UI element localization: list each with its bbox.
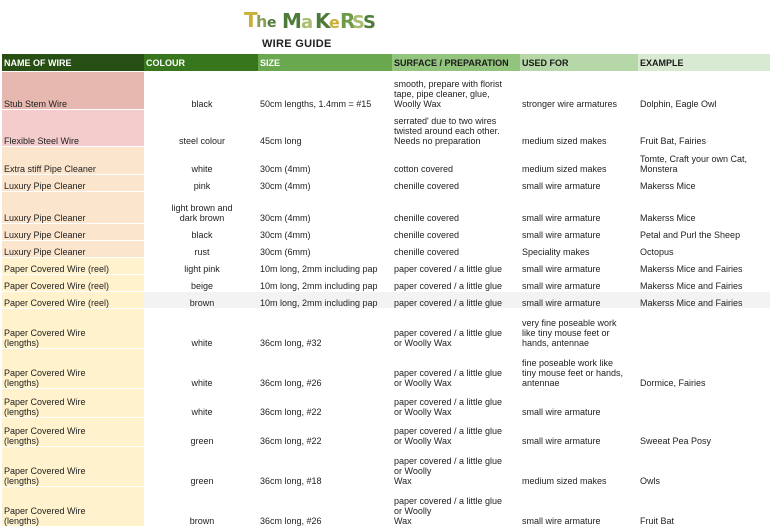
cell-colour[interactable]: black: [144, 72, 258, 110]
svg-text:S: S: [352, 12, 365, 33]
cell-used-for[interactable]: small wire armature: [520, 487, 638, 527]
cell-surface-preparation[interactable]: paper covered / a little glue: [392, 292, 520, 309]
cell-used-for[interactable]: very fine poseable work like tiny mouse feet or hands, antennae: [520, 309, 638, 349]
cell-name-of-wire[interactable]: Paper Covered Wire (reel): [2, 292, 144, 309]
cell-colour[interactable]: pink: [144, 175, 258, 192]
cell-used-for[interactable]: medium sized makes: [520, 147, 638, 175]
cell-colour[interactable]: rust: [144, 241, 258, 258]
table-row: [2, 224, 770, 241]
cell-size[interactable]: 30cm (6mm): [258, 241, 392, 258]
cell-name-of-wire[interactable]: Paper Covered Wire (lengths): [2, 389, 144, 418]
svg-text:a: a: [301, 12, 314, 33]
cell-example[interactable]: [638, 309, 770, 349]
cell-name-of-wire[interactable]: Luxury Pipe Cleaner: [2, 241, 144, 258]
cell-surface-preparation[interactable]: paper covered / a little glue: [392, 258, 520, 275]
cell-colour[interactable]: light pink: [144, 258, 258, 275]
cell-colour[interactable]: green: [144, 418, 258, 447]
cell-size[interactable]: 36cm long, #26: [258, 349, 392, 389]
cell-used-for[interactable]: small wire armature: [520, 418, 638, 447]
cell-surface-preparation[interactable]: chenille covered: [392, 224, 520, 241]
cell-size[interactable]: 50cm lengths, 1.4mm = #15: [258, 72, 392, 110]
cell-size[interactable]: 36cm long, #32: [258, 309, 392, 349]
cell-surface-preparation[interactable]: paper covered / a little glue or Woolly Wax: [392, 418, 520, 447]
table-row: [2, 241, 770, 258]
table-row: [2, 258, 770, 275]
cell-colour[interactable]: white: [144, 389, 258, 418]
cell-example[interactable]: Fruit Bat, Fairies: [638, 110, 770, 147]
cell-name-of-wire[interactable]: Luxury Pipe Cleaner: [2, 175, 144, 192]
table-row: [2, 292, 770, 309]
cell-surface-preparation[interactable]: chenille covered: [392, 175, 520, 192]
table-row: [2, 110, 770, 147]
cell-name-of-wire[interactable]: Luxury Pipe Cleaner: [2, 192, 144, 224]
cell-colour[interactable]: white: [144, 309, 258, 349]
svg-text:K: K: [315, 9, 331, 33]
cell-used-for[interactable]: small wire armature: [520, 389, 638, 418]
header-size[interactable]: SIZE: [258, 54, 392, 72]
cell-colour[interactable]: white: [144, 349, 258, 389]
cell-example[interactable]: Fruit Bat: [638, 487, 770, 527]
cell-size[interactable]: 10m long, 2mm including pap: [258, 292, 392, 309]
svg-text:h: h: [256, 12, 268, 31]
cell-example[interactable]: Dormice, Fairies: [638, 349, 770, 389]
cell-example[interactable]: Makerss Mice and Fairies: [638, 275, 770, 292]
cell-example[interactable]: Dolphin, Eagle Owl: [638, 72, 770, 110]
table-row: [2, 147, 770, 175]
cell-surface-preparation[interactable]: paper covered / a little glue or Woolly Wax: [392, 349, 520, 389]
cell-surface-preparation[interactable]: chenille covered: [392, 241, 520, 258]
header-used-for[interactable]: USED FOR: [520, 54, 638, 72]
cell-surface-preparation[interactable]: paper covered / a little glue: [392, 275, 520, 292]
cell-name-of-wire[interactable]: Paper Covered Wire (lengths): [2, 349, 144, 389]
header-example[interactable]: EXAMPLE: [638, 54, 770, 72]
cell-size[interactable]: 36cm long, #26: [258, 487, 392, 527]
cell-surface-preparation[interactable]: serrated' due to two wires twisted around each other. Needs no preparation: [392, 110, 520, 147]
table-row: [2, 418, 770, 447]
cell-size[interactable]: 10m long, 2mm including pap: [258, 258, 392, 275]
cell-example[interactable]: Makerss Mice: [638, 175, 770, 192]
svg-text:M: M: [282, 9, 302, 33]
table-row: [2, 389, 770, 418]
svg-text:e: e: [267, 15, 277, 31]
cell-name-of-wire[interactable]: Paper Covered Wire (lengths): [2, 447, 144, 487]
cell-used-for[interactable]: Speciality makes: [520, 241, 638, 258]
cell-used-for[interactable]: small wire armature: [520, 175, 638, 192]
cell-surface-preparation[interactable]: paper covered / a little glue or Woolly Wax: [392, 309, 520, 349]
cell-surface-preparation[interactable]: smooth, prepare with florist tape, pipe cleaner, glue, Woolly Wax: [392, 72, 520, 110]
cell-colour[interactable]: brown: [144, 487, 258, 527]
cell-name-of-wire[interactable]: Extra stiff Pipe Cleaner: [2, 147, 144, 175]
cell-colour[interactable]: steel colour: [144, 110, 258, 147]
wire-guide-table: [2, 54, 770, 527]
cell-example[interactable]: Petal and Purl the Sheep: [638, 224, 770, 241]
sheet-title: WIRE GUIDE: [262, 38, 332, 50]
cell-name-of-wire[interactable]: Stub Stem Wire: [2, 72, 144, 110]
header-colour[interactable]: COLOUR: [144, 54, 258, 72]
cell-surface-preparation[interactable]: paper covered / a little glue or Woolly Wax: [392, 487, 520, 527]
cell-example[interactable]: Tomte, Craft your own Cat, Monstera: [638, 147, 770, 175]
cell-used-for[interactable]: stronger wire armatures: [520, 72, 638, 110]
table-row: [2, 309, 770, 349]
svg-text:S: S: [363, 12, 376, 33]
cell-colour[interactable]: beige: [144, 275, 258, 292]
cell-used-for[interactable]: fine poseable work like tiny mouse feet or hands, antennae: [520, 349, 638, 389]
cell-example[interactable]: Makerss Mice: [638, 192, 770, 224]
cell-size[interactable]: 30cm (4mm): [258, 224, 392, 241]
cell-colour[interactable]: white: [144, 147, 258, 175]
svg-text:T: T: [244, 8, 258, 32]
cell-size[interactable]: 30cm (4mm): [258, 192, 392, 224]
table-row: [2, 192, 770, 224]
table-row: [2, 72, 770, 110]
cell-used-for[interactable]: small wire armature: [520, 224, 638, 241]
table-row: [2, 447, 770, 487]
cell-surface-preparation[interactable]: cotton covered: [392, 147, 520, 175]
cell-used-for[interactable]: small wire armature: [520, 192, 638, 224]
cell-size[interactable]: 30cm (4mm): [258, 147, 392, 175]
table-row: [2, 275, 770, 292]
cell-name-of-wire[interactable]: Paper Covered Wire (lengths): [2, 309, 144, 349]
makerss-logo: [244, 6, 376, 34]
cell-size[interactable]: 36cm long, #18: [258, 447, 392, 487]
cell-used-for[interactable]: medium sized makes: [520, 447, 638, 487]
header-name-of-wire[interactable]: NAME OF WIRE: [2, 54, 144, 72]
cell-size[interactable]: 10m long, 2mm including pap: [258, 275, 392, 292]
cell-name-of-wire[interactable]: Paper Covered Wire (reel): [2, 258, 144, 275]
cell-colour[interactable]: green: [144, 447, 258, 487]
cell-name-of-wire[interactable]: Paper Covered Wire (reel): [2, 275, 144, 292]
table-row: [2, 487, 770, 527]
cell-used-for[interactable]: small wire armature: [520, 275, 638, 292]
cell-used-for[interactable]: small wire armature: [520, 258, 638, 275]
cell-surface-preparation[interactable]: paper covered / a little glue or Woolly Wax: [392, 389, 520, 418]
cell-colour[interactable]: black: [144, 224, 258, 241]
cell-example[interactable]: [638, 389, 770, 418]
svg-text:e: e: [329, 13, 340, 32]
cell-name-of-wire[interactable]: Paper Covered Wire (lengths): [2, 418, 144, 447]
cell-size[interactable]: 45cm long: [258, 110, 392, 147]
cell-size[interactable]: 36cm long, #22: [258, 389, 392, 418]
cell-example[interactable]: Makerss Mice and Fairies: [638, 292, 770, 309]
cell-example[interactable]: Sweeat Pea Posy: [638, 418, 770, 447]
cell-surface-preparation[interactable]: paper covered / a little glue or Woolly Wax: [392, 447, 520, 487]
svg-text:R: R: [340, 9, 356, 33]
cell-example[interactable]: Octopus: [638, 241, 770, 258]
table-row: [2, 175, 770, 192]
cell-colour[interactable]: brown: [144, 292, 258, 309]
header-row: [2, 54, 770, 72]
cell-used-for[interactable]: medium sized makes: [520, 110, 638, 147]
cell-example[interactable]: Owls: [638, 447, 770, 487]
header-surface-preparation[interactable]: SURFACE / PREPARATION: [392, 54, 520, 72]
cell-name-of-wire[interactable]: Paper Covered Wire (lengths): [2, 487, 144, 527]
cell-example[interactable]: Makerss Mice and Fairies: [638, 258, 770, 275]
cell-size[interactable]: 36cm long, #22: [258, 418, 392, 447]
cell-name-of-wire[interactable]: Luxury Pipe Cleaner: [2, 224, 144, 241]
cell-used-for[interactable]: small wire armature: [520, 292, 638, 309]
cell-name-of-wire[interactable]: Flexible Steel Wire: [2, 110, 144, 147]
cell-surface-preparation[interactable]: chenille covered: [392, 192, 520, 224]
makerss-logo-mark: [244, 6, 376, 34]
cell-size[interactable]: 30cm (4mm): [258, 175, 392, 192]
cell-colour[interactable]: light brown and dark brown: [144, 192, 258, 224]
table-row: [2, 349, 770, 389]
